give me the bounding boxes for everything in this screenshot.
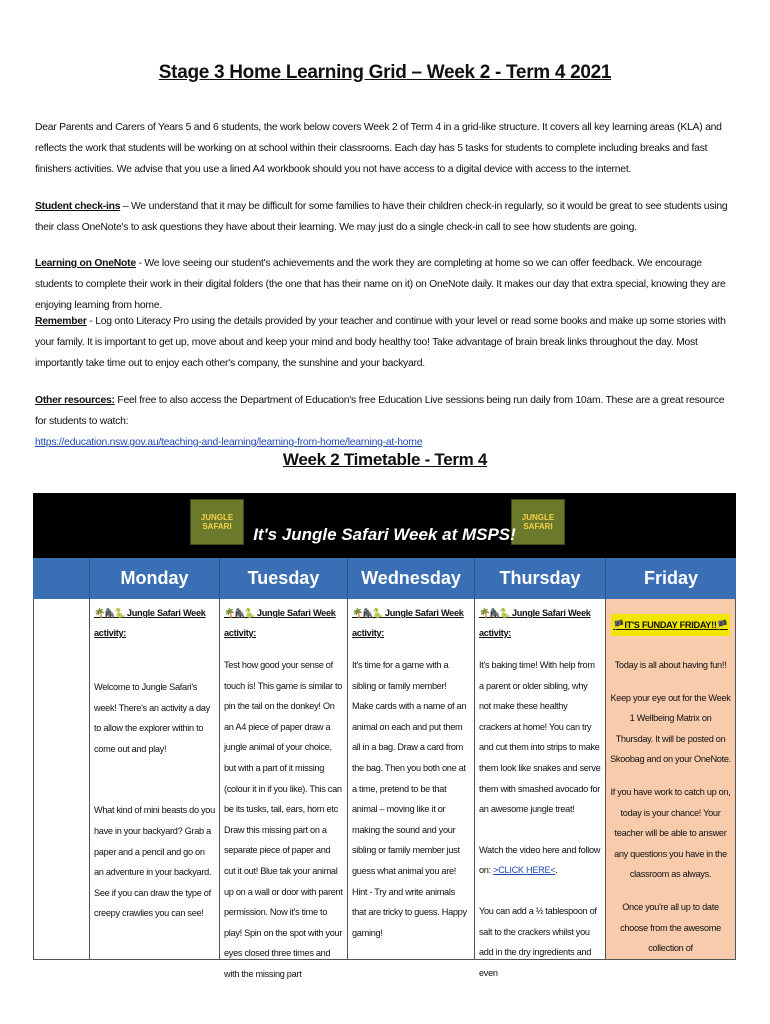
remember-paragraph	[35, 311, 737, 374]
thursday-activity-heading: 🌴🦍🐍 Jungle Safari Week activity:	[479, 608, 591, 638]
jungle-icons: 🌴🦍🐍	[352, 608, 383, 618]
onenote-label: Learning on OneNote	[35, 258, 136, 269]
wednesday-text: It's time for a game with a sibling or family member! Make cards with a name of an animal on each and put them all in a bag. Draw a card from the bag. Then you both one at a time, pretend to be that animal – moving like it or making the sound and your sibling or family member just guess what animal you are! Hint - Try and write animals that are tricky to guess. Happy gaming!	[352, 660, 467, 938]
intro-paragraph	[35, 117, 737, 180]
resources-paragraph	[35, 390, 737, 453]
resources-text: Feel free to also access the Department of Education's free Education Live sessions being run daily from 10am. These are a great resource for students to watch:	[35, 395, 725, 427]
timetable-title: Week 2 Timetable - Term 4	[282, 450, 488, 469]
day-header-thursday: Thursday	[474, 558, 605, 599]
timetable-grid	[33, 493, 736, 979]
tuesday-cell	[219, 599, 347, 979]
row-label-cell	[33, 599, 89, 959]
activity-row	[33, 599, 736, 979]
friday-text-4: Once you're all up to date choose from the awesome collection of	[620, 901, 721, 954]
monday-text-2: What kind of mini beasts do you have in your backyard? Grab a paper and a pencil and go on an adventure in your backyard. See if you can draw the type of creepy crawlies you can see!	[94, 805, 215, 919]
friday-text-3: If you have work to catch up on, today is your chance! Your teacher will be able to answer any questions you have in the classroom as always.	[610, 786, 731, 880]
day-header-monday: Monday	[89, 558, 219, 599]
resources-link[interactable]: https://education.nsw.gov.au/teaching-and-learning/learning-from-home/learning-at-home	[35, 437, 423, 448]
checkins-label: Student check-ins	[35, 201, 121, 212]
flag-icon: 🏴	[613, 619, 625, 630]
day-header-tuesday: Tuesday	[219, 558, 347, 599]
checkins-text: – We understand that it may be difficult for some families to have their children check-in regularly, so it would be great to see students using their class OneNote's to ask questions they have about their learning. We may just do a single check-in call to see how students are going.	[35, 201, 728, 233]
day-header-row	[33, 558, 736, 599]
friday-heading	[606, 599, 735, 645]
remember-text: - Log onto Literacy Pro using the details provided by your teacher and continue with your level or read some books and make up some stories with your family. It is important to get up, move about and keep your mind and body healthy too! Take advantage of brain break links throughout the day. Most importantly take time out to enjoy each other's company, the sunshine and your backyard.	[35, 316, 726, 369]
onenote-text: - We love seeing our student's achievements and the work they are completing at home so we can offer feedback. We encourage students to complete their work in their digital folders (the one that has their name on it) on OneNote daily. It makes our day that extra special, knowing they are enjoying learning from home.	[35, 258, 726, 311]
tuesday-text: Test how good your sense of touch is! This game is similar to pin the tail on the donkey! On an A4 piece of paper draw a jungle animal of your choice, but with a part of it missing (colour it in if you like). This can be its tusks, tail, ears, horn etc Draw this missing part on a separate piece of paper and cut it out! Blue tak your animal up on a wall or door with parent permission. Now it's time to play! Spin on the spot with your eyes closed three times and with the missing part	[224, 660, 343, 979]
day-header-blank	[33, 558, 89, 599]
page-title: Stage 3 Home Learning Grid – Week 2 - Term 4 2021	[158, 62, 612, 83]
banner-title: It's Jungle Safari Week at MSPS!	[253, 525, 516, 544]
jungle-icons: 🌴🦍🐍	[479, 608, 510, 618]
onenote-paragraph	[35, 253, 737, 316]
jungle-safari-logo-right: JUNGLE SAFARI	[511, 499, 565, 545]
banner	[33, 493, 736, 558]
resources-label: Other resources:	[35, 395, 115, 406]
thursday-text-1: It's baking time! With help from a parent or older sibling, why not make these healthy crackers at home! You can try and cut them into strips to make them look like snakes and serve them with smashed avocado for an awesome jungle treat!	[479, 660, 601, 815]
intro-text: Dear Parents and Carers of Years 5 and 6 students, the work below covers Week 2 of Term 4 in a grid-like structure. It covers all key learning areas (KLA) and reflects the work that students will be working on at school within their classrooms. Each day has 5 tasks for students to complete including breaks and fast finishers activities. We advise that you use a lined A4 workbook should you not have access to a digital device with access to the internet.	[35, 122, 722, 175]
thursday-text-3: You can add a ½ tablespoon of salt to the crackers whilst you add in the dry ingredients and even	[479, 905, 597, 978]
monday-text-1: Welcome to Jungle Safari's week! There's an activity a day to allow the explorer within to come out and play!	[94, 682, 210, 754]
checkins-paragraph	[35, 196, 737, 238]
friday-text-2: Keep your eye out for the Week 1 Wellbeing Matrix on Thursday. It will be posted on Skoobag and on your OneNote.	[610, 692, 731, 765]
click-here-link[interactable]: >CLICK HERE<	[493, 865, 556, 876]
flag-icon: 🏴	[716, 619, 728, 630]
monday-cell	[89, 599, 219, 959]
wednesday-cell	[347, 599, 474, 959]
thursday-cell	[474, 599, 605, 978]
jungle-icons: 🌴🦍🐍	[224, 608, 255, 618]
wednesday-activity-heading: 🌴🦍🐍 Jungle Safari Week activity:	[352, 608, 464, 638]
tuesday-activity-heading: 🌴🦍🐍 Jungle Safari Week activity:	[224, 608, 336, 638]
friday-text-1: Today is all about having fun!!	[614, 660, 727, 670]
jungle-icons: 🌴🦍🐍	[94, 608, 125, 618]
friday-cell	[605, 599, 736, 959]
thursday-text-2: Watch the video here and follow on: >CLICK HERE<.	[479, 844, 601, 876]
day-header-friday: Friday	[605, 558, 736, 599]
monday-activity-heading: 🌴🦍🐍 Jungle Safari Week activity:	[94, 608, 206, 638]
jungle-safari-logo-left: JUNGLE SAFARI	[190, 499, 244, 545]
remember-label: Remember	[35, 316, 87, 327]
day-header-wednesday: Wednesday	[347, 558, 474, 599]
funday-badge: 🏴IT'S FUNDAY FRIDAY!!🏴	[611, 614, 730, 637]
